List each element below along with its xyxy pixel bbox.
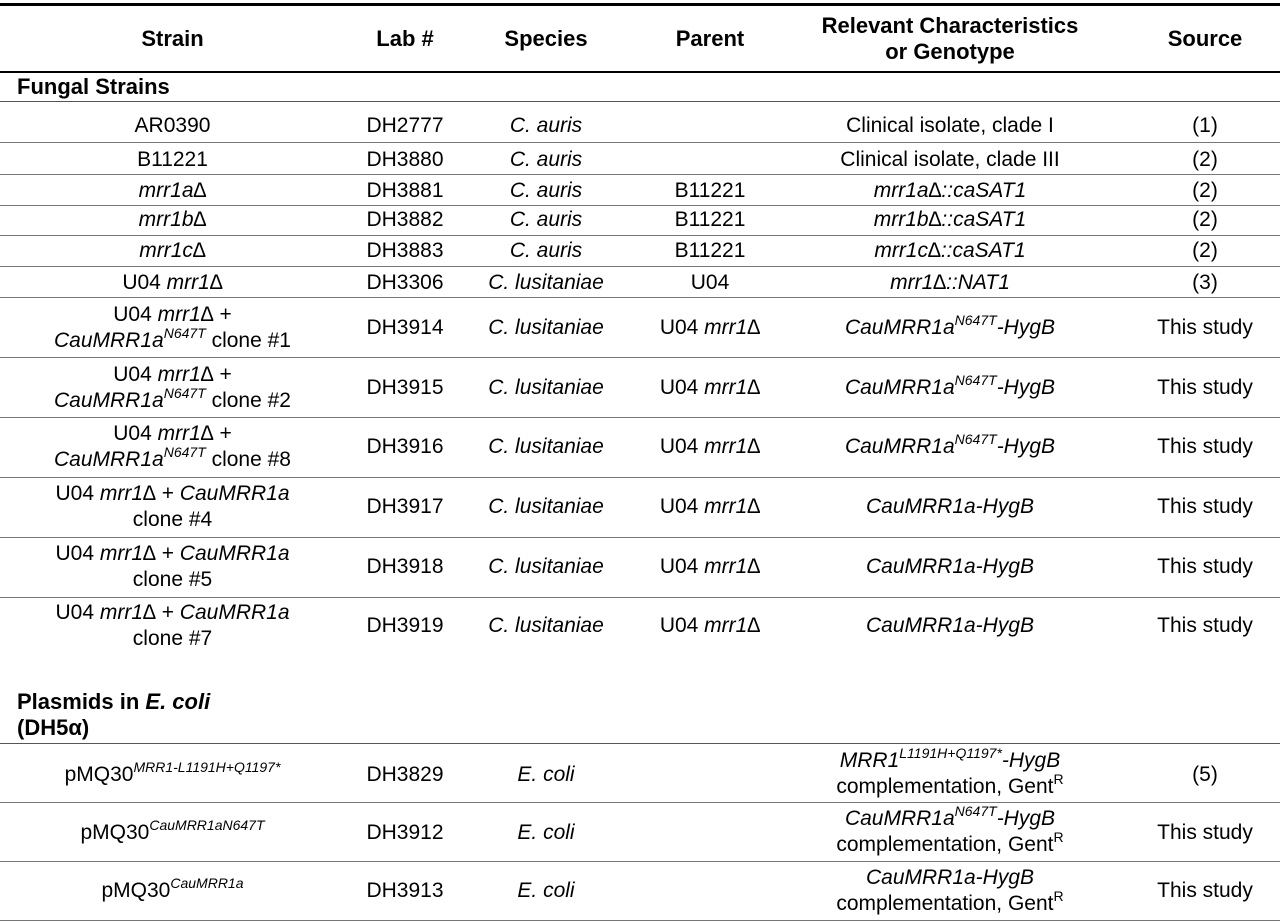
cell-strain: U04 mrr1∆ + $CauMRR1a^{N647T}$ clone #1 (54, 303, 291, 352)
cell-genotype: CauMRR1a-HygB (865, 555, 1035, 578)
header-source-text: Source (1167, 26, 1243, 51)
cell-strain: U04 mrr1∆ + $CauMRR1a^{N647T}$ clone #8 (54, 422, 291, 471)
header-species-text: Species (504, 26, 588, 51)
cell-lab: DH3306 (366, 271, 444, 294)
cell-genotype: mrr1∆::NAT1 (890, 271, 1010, 294)
cell-source: This study (1157, 376, 1253, 399)
cell-parent: U04 mrr1∆ (659, 435, 761, 458)
cell-genotype: CauMRR1a-HygB complementation, Gent$^R$ (836, 866, 1064, 915)
cell-parent: B11221 (674, 179, 746, 202)
section-title-plasmids: Plasmids in E. coli (17, 689, 211, 714)
header-genotype-line1: Relevant Characteristics (821, 13, 1079, 38)
header-genotype-line2: or Genotype (885, 39, 1015, 64)
cell-lab: DH3912 (366, 821, 444, 844)
cell-species: C. lusitaniae (488, 271, 604, 294)
cell-lab: DH2777 (366, 114, 444, 137)
cell-genotype: Clinical isolate, clade III (840, 148, 1060, 171)
header-strain (70, 24, 275, 54)
cell-parent: U04 mrr1∆ (659, 555, 761, 578)
cell-strain: U04 mrr1∆ + CauMRR1a clone #7 (55, 601, 290, 650)
cell-strain: $pMQ30^{MRR1-L1191H+Q1197*}$ (64, 759, 281, 786)
header-species (476, 24, 616, 54)
cell-genotype: $CauMRR1a^{N647T}$-HygB complementation, Gent$^R$ (836, 803, 1064, 856)
header-bottom-rule (0, 71, 1280, 73)
cell-genotype: $MRR1^{L1191H+Q1197*}$-HygB complementation, Gent$^R$ (836, 745, 1064, 798)
section-title-fungal: Fungal Strains (17, 74, 170, 99)
cell-source: This study (1157, 879, 1253, 902)
cell-species: C. lusitaniae (488, 614, 604, 637)
cell-strain: mrr1a∆ (138, 179, 207, 202)
cell-source: (2) (1192, 208, 1218, 231)
cell-source: This study (1157, 495, 1253, 518)
cell-source: (2) (1192, 179, 1218, 202)
row-divider (0, 174, 1280, 175)
cell-species: C. lusitaniae (488, 316, 604, 339)
row-divider (0, 597, 1280, 598)
cell-species: C. lusitaniae (488, 376, 604, 399)
cell-species: C. auris (509, 239, 583, 262)
row-divider (0, 235, 1280, 236)
cell-strain: U04 mrr1∆ + CauMRR1a clone #4 (55, 482, 290, 531)
header-lab (345, 24, 465, 54)
row-divider (0, 477, 1280, 478)
row-divider (0, 297, 1280, 298)
cell-strain: mrr1c∆ (139, 239, 206, 262)
cell-strain: U04 mrr1∆ + $CauMRR1a^{N647T}$ clone #2 (54, 363, 291, 412)
cell-parent: B11221 (674, 239, 746, 262)
cell-genotype: $CauMRR1a^{N647T}$-HygB (844, 372, 1056, 399)
cell-source: This study (1157, 316, 1253, 339)
row-divider (0, 266, 1280, 267)
cell-lab: DH3881 (366, 179, 444, 202)
cell-parent: U04 mrr1∆ (659, 495, 761, 518)
cell-strain: AR0390 (134, 114, 211, 137)
cell-lab: DH3914 (366, 316, 444, 339)
cell-strain: B11221 (137, 148, 208, 171)
header-source (1140, 24, 1270, 54)
cell-lab: DH3917 (366, 495, 444, 518)
row-divider (0, 802, 1280, 803)
row-divider (0, 861, 1280, 862)
header-parent-text: Parent (675, 26, 745, 51)
section-rule-plasmids (0, 743, 1280, 744)
row-divider (0, 357, 1280, 358)
cell-lab: DH3915 (366, 376, 444, 399)
cell-source: This study (1157, 555, 1253, 578)
cell-source: (5) (1192, 763, 1218, 786)
cell-genotype: CauMRR1a-HygB (865, 614, 1035, 637)
cell-lab: DH3882 (366, 208, 444, 231)
cell-species: C. lusitaniae (488, 495, 604, 518)
cell-parent: U04 mrr1∆ (659, 376, 761, 399)
cell-species: C. auris (509, 179, 583, 202)
cell-species: C. auris (509, 208, 583, 231)
cell-strain: mrr1b∆ (138, 208, 207, 231)
cell-species: E. coli (517, 879, 575, 902)
cell-parent: U04 (690, 271, 730, 294)
cell-genotype: mrr1c∆::caSAT1 (874, 239, 1026, 262)
cell-strain: $pMQ30^{CauMRR1aN647T}$ (80, 817, 265, 844)
cell-source: (1) (1192, 114, 1218, 137)
cell-genotype: CauMRR1a-HygB (865, 495, 1035, 518)
cell-source: (2) (1192, 239, 1218, 262)
cell-parent: B11221 (674, 208, 746, 231)
row-divider (0, 142, 1280, 143)
header-strain-text: Strain (141, 26, 204, 51)
cell-strain: U04 mrr1∆ (122, 271, 223, 294)
section-rule-fungal (0, 101, 1280, 102)
row-divider (0, 417, 1280, 418)
row-divider (0, 920, 1280, 921)
cell-lab: DH3829 (366, 763, 444, 786)
section-subtitle-plasmids: (DH5α) (17, 715, 90, 740)
cell-parent: U04 mrr1∆ (659, 614, 761, 637)
cell-species: E. coli (517, 763, 575, 786)
cell-source: This study (1157, 435, 1253, 458)
header-genotype (800, 9, 1100, 69)
cell-strain: $pMQ30^{CauMRR1a}$ (101, 875, 244, 902)
cell-source: This study (1157, 821, 1253, 844)
cell-source: (3) (1192, 271, 1218, 294)
cell-lab: DH3918 (366, 555, 444, 578)
cell-genotype: mrr1b∆::caSAT1 (873, 208, 1027, 231)
header-lab-text: Lab # (376, 26, 434, 51)
cell-genotype: $CauMRR1a^{N647T}$-HygB (844, 431, 1056, 458)
cell-species: E. coli (517, 821, 575, 844)
cell-genotype: $CauMRR1a^{N647T}$-HygB (844, 312, 1056, 339)
cell-parent: U04 mrr1∆ (659, 316, 761, 339)
cell-genotype: mrr1a∆::caSAT1 (873, 179, 1027, 202)
cell-source: (2) (1192, 148, 1218, 171)
cell-source: This study (1157, 614, 1253, 637)
cell-lab: DH3919 (366, 614, 444, 637)
cell-species: C. lusitaniae (488, 435, 604, 458)
cell-lab: DH3916 (366, 435, 444, 458)
cell-genotype: Clinical isolate, clade I (846, 114, 1054, 137)
cell-lab: DH3913 (366, 879, 444, 902)
cell-species: C. lusitaniae (488, 555, 604, 578)
header-parent (640, 24, 780, 54)
cell-lab: DH3880 (366, 148, 444, 171)
cell-species: C. auris (509, 114, 583, 137)
row-divider (0, 537, 1280, 538)
cell-species: C. auris (509, 148, 583, 171)
cell-strain: U04 mrr1∆ + CauMRR1a clone #5 (55, 542, 290, 591)
table-top-rule (0, 3, 1280, 6)
cell-lab: DH3883 (366, 239, 444, 262)
